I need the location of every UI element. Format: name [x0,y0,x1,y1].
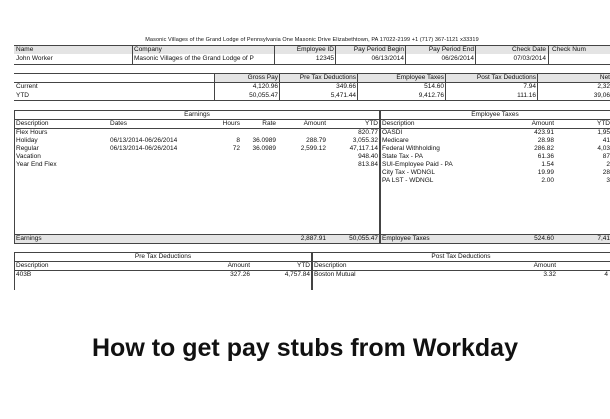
col-divider [132,45,133,64]
table-row [380,169,610,177]
earnings-title: Earnings [184,111,210,118]
totals-header-pretax: Pre Tax Deductions [299,74,356,81]
earning-rate: 36.0989 [252,137,276,144]
col-ytd: YTD [365,120,378,127]
earning-dates [110,129,208,137]
company-name: Masonic Villages of the Grand Lodge of P [134,55,254,62]
ytd-net: 39,06 [593,92,610,99]
table-row [14,271,312,279]
check-date: 07/03/2014 [513,55,546,62]
totals-header-taxes: Employee Taxes [396,74,444,81]
col-description: Description [382,120,415,127]
deduction-ytd: 4,757.84 [284,271,310,278]
earning-description: Vacation [16,153,41,160]
table-row [380,145,610,153]
earning-ytd: 47,117.14 [349,145,378,152]
earning-ytd: 3,055.32 [352,137,378,144]
info-value-row [14,55,610,63]
tax-ytd: 2 [606,161,610,168]
totals-ytd-row [14,92,610,100]
info-header-row [14,46,610,54]
table-row [14,153,380,161]
employee-id: 12345 [315,55,334,62]
tax-description: OASDI [382,129,403,136]
col-amount: Amount [533,262,556,269]
col-amount: Amount [303,120,326,127]
earning-amount [280,153,326,161]
totals-header-gross: Gross Pay [247,74,278,81]
col-dates: Dates [110,120,127,127]
earning-amount: 288.79 [306,137,326,144]
col-divider [537,73,538,100]
col-divider [445,73,446,100]
current-taxes: 514.60 [424,83,444,90]
col-amount: Amount [531,120,554,127]
pay-period-begin: 06/13/2014 [371,55,404,62]
ytd-taxes: 9,412.76 [418,92,444,99]
info-header-check-num: Check Num [552,46,586,53]
tax-description: Federal Withholding [382,145,440,152]
info-header-period-begin: Pay Period Begin [353,46,404,53]
earning-ytd: 813.84 [358,161,378,168]
col-divider [405,45,406,64]
pay-period-end: 06/26/2014 [441,55,474,62]
totals-row-label: YTD [16,92,29,99]
current-posttax: 7.94 [523,83,536,90]
taxes-total-ytd: 7,41 [597,235,610,242]
tax-ytd: 28 [602,169,610,176]
col-divider [274,45,275,64]
deduction-amount: 3.32 [543,271,556,278]
rule [14,64,610,65]
earning-hours: 8 [236,137,240,144]
tax-amount: 286.82 [534,145,554,152]
table-row [380,129,610,137]
earning-amount: 2,599.12 [300,145,326,152]
earning-dates: 06/13/2014-06/26/2014 [110,145,178,152]
totals-header-row [214,74,610,82]
earning-hours [210,129,240,137]
info-header-check-date: Check Date [512,46,546,53]
taxes-total-amount: 524.60 [534,235,554,242]
earning-rate [244,153,276,161]
table-row [14,145,380,153]
tax-amount: 61.36 [537,153,554,160]
tax-amount: 19.99 [537,169,554,176]
col-description: Description [16,262,49,269]
table-row [14,137,380,145]
post-tax-title: Post Tax Deductions [431,253,491,260]
current-net: 2,32 [597,83,610,90]
col-divider [214,73,215,100]
tax-description: SUI-Employee Paid - PA [382,161,453,168]
earning-hours [210,161,240,169]
tax-amount: 1.54 [541,161,554,168]
tax-ytd: 41 [602,137,610,144]
earning-dates [110,161,208,169]
tax-description: Medicare [382,137,409,144]
tax-ytd: 3 [606,177,610,184]
tax-ytd: 87 [602,153,610,160]
pay-stub-document [14,36,610,290]
tax-amount: 2.00 [541,177,554,184]
taxes-total-row [381,235,610,243]
earnings-total-row [15,235,379,243]
earning-ytd: 820.77 [358,129,378,136]
earnings-total-amount: 2,887.91 [300,235,326,242]
col-divider [279,73,280,100]
info-header-name: Name [16,46,34,53]
info-header-period-end: Pay Period End [428,46,474,53]
earning-description: Holiday [16,137,38,144]
current-gross-pay: 4,120.96 [252,83,278,90]
earning-rate [244,161,276,169]
table-row [380,153,610,161]
col-rate: Rate [262,120,276,127]
totals-row-label: Current [16,83,38,90]
deduction-description: Boston Mutual [314,271,356,278]
table-row [14,129,380,137]
totals-header-posttax: Post Tax Deductions [476,74,536,81]
earning-dates: 06/13/2014-06/26/2014 [110,137,178,144]
col-divider [335,45,336,64]
col-description: Description [314,262,347,269]
earnings-total-ytd: 50,055.47 [349,235,378,242]
table-row [380,161,610,169]
rule [14,100,610,101]
check-num [552,55,610,63]
caption-title: How to get pay stubs from Workday [92,334,518,362]
pre-tax-column-headers [14,262,312,270]
tax-amount: 423.91 [534,129,554,136]
post-tax-column-headers [312,262,610,270]
pre-tax-title: Pre Tax Deductions [134,253,192,260]
tax-description: City Tax - WDNGL [382,169,435,176]
ytd-pretax: 5,471.44 [330,92,356,99]
col-divider [357,73,358,100]
tax-description: PA LST - WDNGL [382,177,434,184]
company-header-line: Masonic Villages of the Grand Lodge of Pennsylvania One Masonic Drive Elizabethtown, PA 17022-2199 +1 (717) 367-1121 x33319 [145,37,479,43]
col-amount: Amount [227,262,250,269]
earning-rate [244,129,276,137]
col-ytd: YTD [297,262,310,269]
col-description: Description [16,120,49,127]
table-row [14,161,380,169]
ytd-gross-pay: 50,055.47 [249,92,278,99]
employee-taxes-title: Employee Taxes [471,111,519,118]
earning-dates [110,153,208,161]
earning-amount [280,129,326,137]
earning-amount [280,161,326,169]
current-pretax: 349.66 [336,83,356,90]
totals-current-row [14,83,610,91]
tax-ytd: 4,03 [597,145,610,152]
tax-ytd: 1,95 [597,129,610,136]
tax-amount: 28.98 [537,137,554,144]
totals-header-net: Net [599,74,610,81]
table-row [380,137,610,145]
earning-rate: 36.0989 [252,145,276,152]
info-header-employee-id: Employee ID [296,46,334,53]
deduction-amount: 327.26 [230,271,250,278]
table-row [380,177,610,185]
earning-description: Year End Flex [16,161,57,168]
info-header-company: Company [134,46,162,53]
earning-ytd: 948.40 [358,153,378,160]
employee-name: John Worker [16,55,53,62]
earnings-total-label: Earnings [16,235,42,242]
earning-hours: 72 [232,145,240,152]
earning-description: Flex Hours [16,129,48,136]
table-row [312,271,610,279]
deduction-description: 403B [16,271,32,278]
taxes-total-label: Employee Taxes [382,235,430,242]
col-divider [475,45,476,64]
earning-description: Regular [16,145,39,152]
tax-description: State Tax - PA [382,153,423,160]
taxes-column-headers [380,120,610,128]
col-divider [548,45,549,64]
earning-hours [210,153,240,161]
col-hours: Hours [222,120,240,127]
col-ytd: YTD [597,120,610,127]
earnings-column-headers [14,120,380,128]
ytd-posttax: 111.16 [517,92,536,99]
deduction-ytd: 4 [604,271,608,278]
